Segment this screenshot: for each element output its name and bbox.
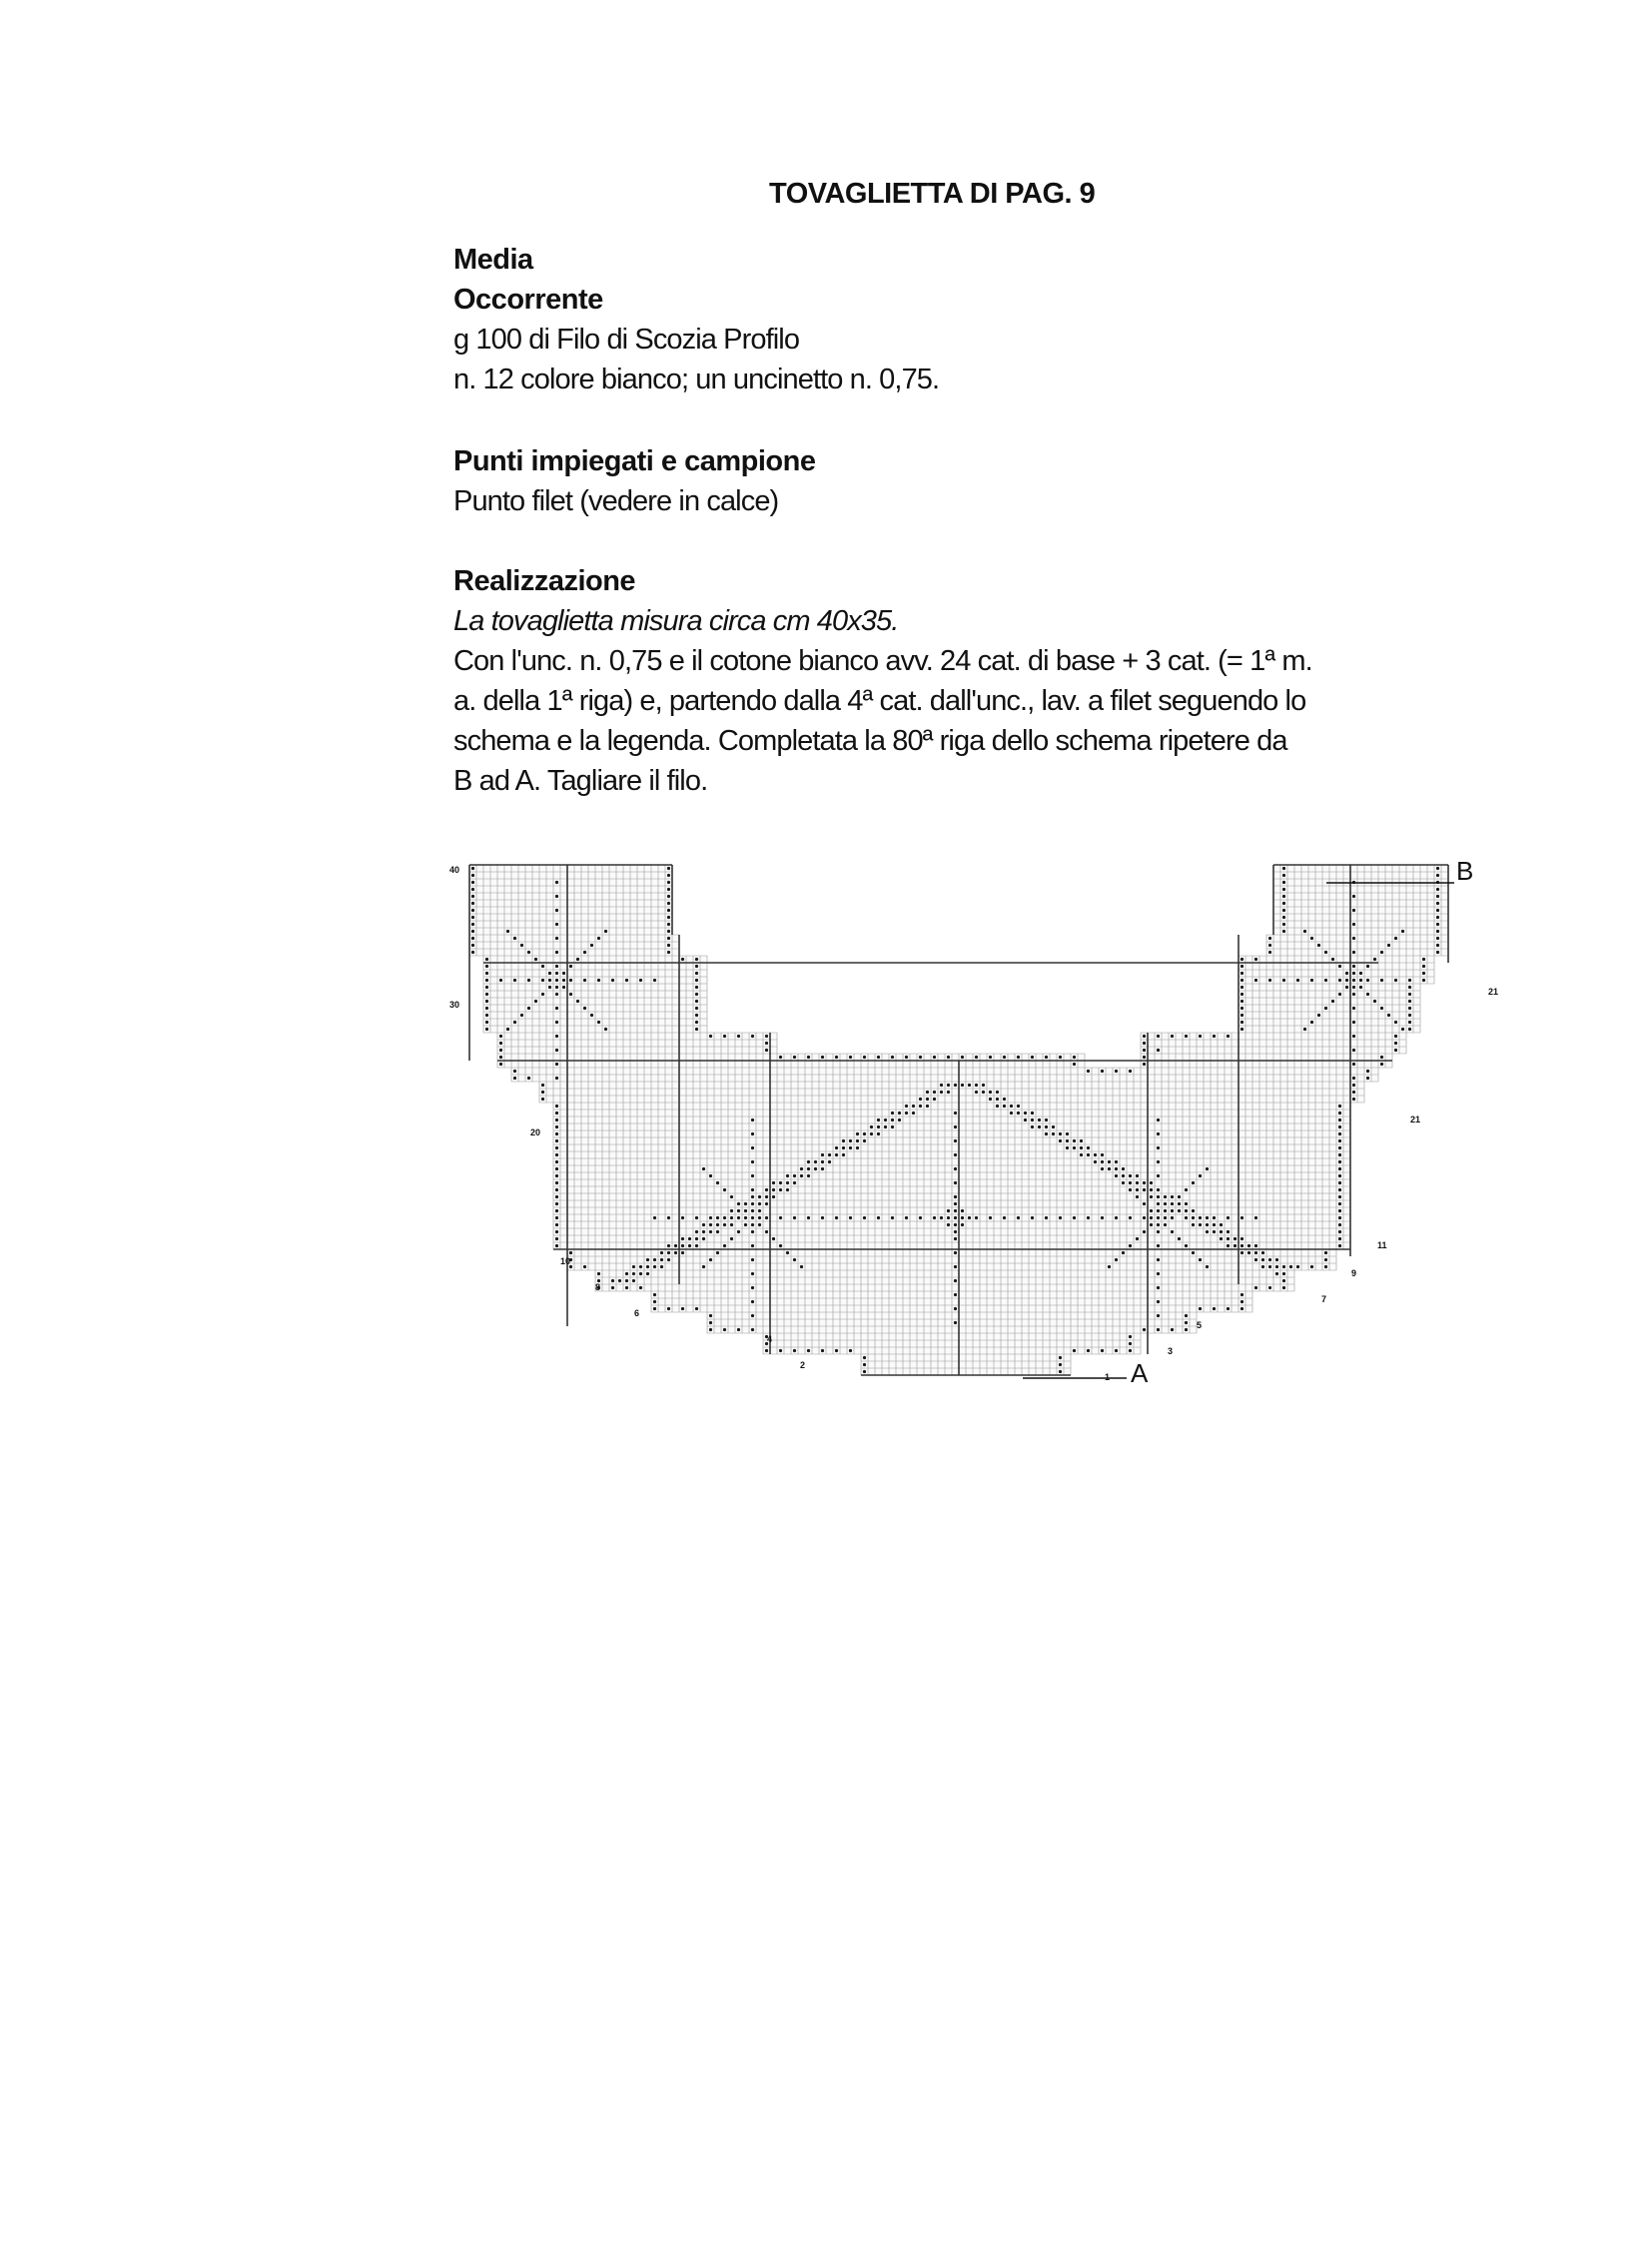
materials-heading: Occorrente xyxy=(453,284,603,316)
stitches-section xyxy=(453,441,1472,521)
row-label-left: 4 xyxy=(767,1334,773,1344)
row-label-right: 7 xyxy=(1321,1294,1327,1304)
materials-line-2: n. 12 colore bianco; un uncinetto n. 0,75. xyxy=(453,364,940,395)
instructions-line-3: schema e la legenda. Completata la 80ª riga dello schema ripetere da xyxy=(453,725,1287,757)
row-label-right: 3 xyxy=(1168,1346,1174,1356)
materials-section xyxy=(453,240,1472,399)
row-label-left: 6 xyxy=(634,1308,640,1318)
row-label-right: 9 xyxy=(1351,1268,1357,1278)
row-label-right: 1 xyxy=(1105,1372,1111,1382)
row-label-left: 2 xyxy=(800,1360,806,1370)
row-label-left: 8 xyxy=(595,1282,601,1292)
marker-a: A xyxy=(1131,1358,1149,1388)
materials-line-1: g 100 di Filo di Scozia Profilo xyxy=(453,324,800,356)
row-label-right: 21 xyxy=(1410,1115,1421,1124)
filet-crochet-chart xyxy=(429,849,1568,1408)
instructions-size-note: La tovaglietta misura circa cm 40x35. xyxy=(453,605,899,637)
instructions-section xyxy=(453,561,1472,801)
page-title: TOVAGLIETTA DI PAG. 9 xyxy=(769,178,1096,210)
instructions-line-2: a. della 1ª riga) e, partendo dalla 4ª cat. dall'unc., lav. a filet seguendo lo xyxy=(453,685,1306,717)
size-heading: Media xyxy=(453,244,533,276)
instructions-line-4: B ad A. Tagliare il filo. xyxy=(453,765,708,797)
row-label-right: 11 xyxy=(1377,1240,1387,1250)
instructions-line-1: Con l'unc. n. 0,75 e il cotone bianco avv. 24 cat. di base + 3 cat. (= 1ª m. xyxy=(453,645,1312,677)
row-label-left: 40 xyxy=(449,865,460,875)
stitches-line-1: Punto filet (vedere in calce) xyxy=(453,485,779,517)
row-label-left: 20 xyxy=(530,1127,541,1137)
stitches-heading: Punti impiegati e campione xyxy=(453,445,816,477)
row-label-left: 10 xyxy=(560,1256,571,1266)
row-label-right: 5 xyxy=(1197,1320,1203,1330)
marker-b: B xyxy=(1456,856,1474,886)
row-label-right: 21 xyxy=(1488,987,1499,997)
instructions-heading: Realizzazione xyxy=(453,565,636,597)
row-label-left: 30 xyxy=(449,1000,460,1010)
